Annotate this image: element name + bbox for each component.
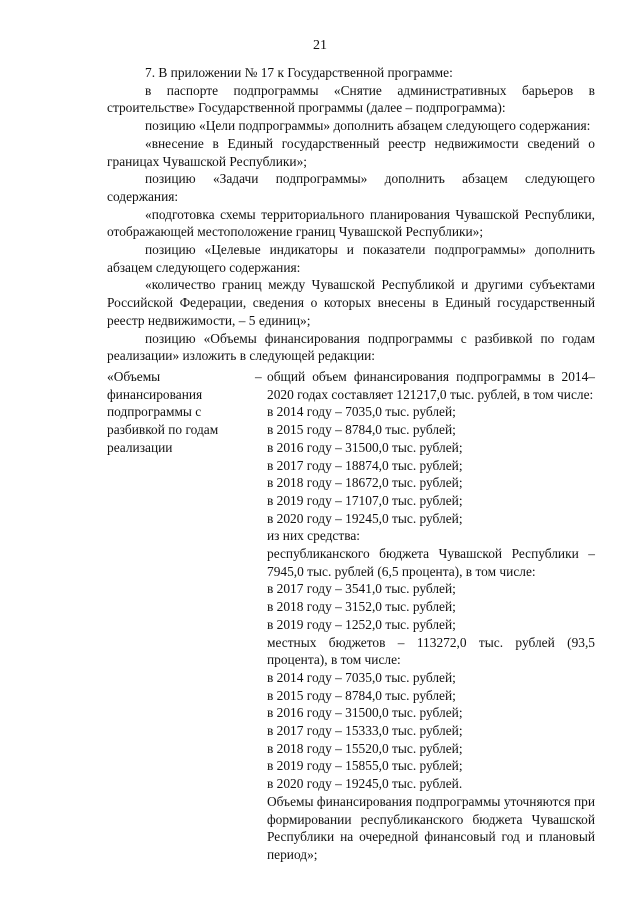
table-line: в 2020 году – 19245,0 тыс. рублей; [267, 510, 463, 526]
table-line: местных бюджетов – 113272,0 тыс. рублей (93,5 процента), в том числе: [267, 634, 595, 668]
table-line: в 2017 году – 15333,0 тыс. рублей; [267, 723, 463, 739]
table-line: в 2019 году – 15855,0 тыс. рублей; [267, 758, 463, 774]
paragraph: позицию «Объемы финансирования подпрограммы с разбивкой по годам реализации» изложить в следующей редакции: [107, 330, 595, 364]
paragraph: «внесение в Единый государственный реестр недвижимости сведений о границах Чувашской Республики»; [107, 135, 595, 169]
table-line: в 2019 году – 17107,0 тыс. рублей; [267, 492, 463, 508]
table-line: в 2017 году – 3541,0 тыс. рублей; [267, 581, 456, 597]
table-line: в 2015 году – 8784,0 тыс. рублей; [267, 687, 456, 703]
paragraph: 7. В приложении № 17 к Государственной программе: [145, 65, 453, 80]
table-line: в 2017 году – 18874,0 тыс. рублей; [267, 457, 463, 473]
table-line: в 2018 году – 18672,0 тыс. рублей; [267, 475, 463, 491]
table-line: в 2019 году – 1252,0 тыс. рублей; [267, 616, 456, 632]
table-line: в 2014 году – 7035,0 тыс. рублей; [267, 669, 456, 685]
table-left-cell: «Объемы финансирования подпрограммы с разбивкой по годам реализации [107, 369, 219, 455]
table-line: из них средства: [267, 528, 361, 544]
table-line: общий объем финансирования подпрограммы в 2014–2020 годах составляет 121217,0 тыс. рублей, в том числе: [267, 369, 595, 402]
table-line: в 2014 году – 7035,0 тыс. рублей; [267, 404, 456, 420]
paragraph: позицию «Цели подпрограммы» дополнить абзацем следующего содержания: [145, 118, 591, 134]
body-text [107, 64, 595, 365]
page-number: 21 [313, 38, 327, 53]
table-line: в 2020 году – 19245,0 тыс. рублей. [267, 776, 463, 792]
paragraph: «подготовка схемы территориального планирования Чувашской Республики, отображающей местоположение границ Чувашской Республики»; [107, 206, 595, 240]
paragraph: «количество границ между Чувашской Республикой и другими субъектами Российской Федерации, сведения о которых внесены в Единый государственный реестр недвижимости, – 5 единиц»; [107, 277, 595, 328]
table-line: в 2016 году – 31500,0 тыс. рублей; [267, 439, 463, 455]
paragraph: в паспорте подпрограммы «Снятие административных барьеров в строительстве» Государственной программы (далее – подпрограмма): [107, 82, 595, 116]
table-right-cell [267, 368, 595, 864]
table-line: в 2018 году – 3152,0 тыс. рублей; [267, 599, 456, 615]
table-line: Объемы финансирования подпрограммы уточняются при формировании республиканского бюджета Чувашской Республики на очередной финансовый год и плановый период»; [267, 793, 595, 862]
paragraph: позицию «Задачи подпрограммы» дополнить абзацем следующего содержания: [107, 171, 595, 204]
table-line: в 2015 году – 8784,0 тыс. рублей; [267, 422, 456, 438]
table-line: в 2018 году – 15520,0 тыс. рублей; [267, 740, 463, 756]
table-line: республиканского бюджета Чувашской Республики – 7945,0 тыс. рублей (6,5 процента), в том числе: [267, 546, 595, 579]
table-line: в 2016 году – 31500,0 тыс. рублей; [267, 705, 463, 721]
paragraph: позицию «Целевые индикаторы и показатели подпрограммы» дополнить абзацем следующего содержания: [107, 242, 595, 275]
table-dash: – [255, 369, 262, 384]
